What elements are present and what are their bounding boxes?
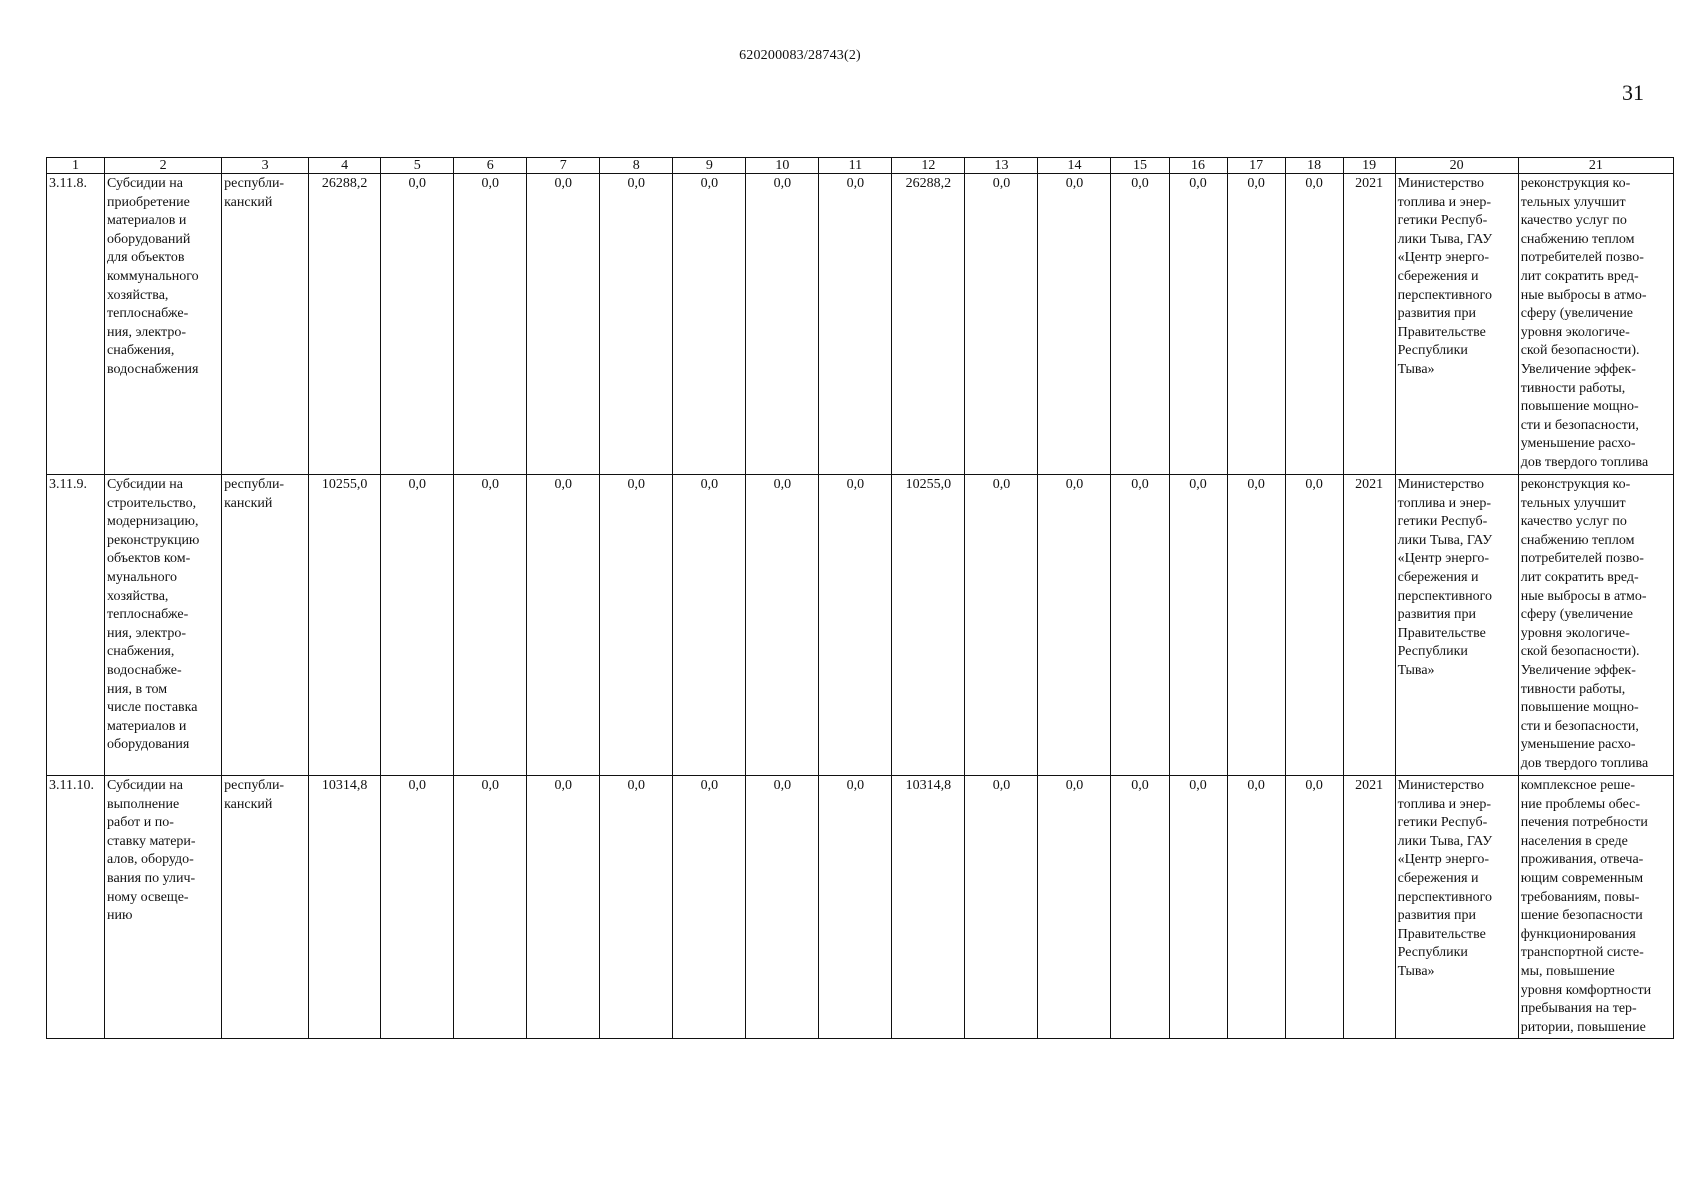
value-cell: 0,0: [965, 776, 1038, 1039]
column-header: 20: [1395, 158, 1518, 174]
page-number: 31: [1622, 80, 1644, 105]
value-cell: 0,0: [1038, 475, 1111, 776]
table-row: [47, 776, 1674, 1039]
value-cell: 0,0: [746, 174, 819, 475]
result-cell: реконструкция ко- тельных улучшит качество услуг по снабжению теплом потребителей позво- лит сократить вред- ные выбросы в атмо- сферу (увеличение уровня экологиче- ской безопасности). Увеличение эффек- тивности работы, повышение мощно- сти и безопасности, уменьшение расхо- дов твердого топлива: [1518, 475, 1673, 776]
column-header: 2: [105, 158, 222, 174]
value-cell: 0,0: [1038, 776, 1111, 1039]
value-cell: 0,0: [819, 475, 892, 776]
year-cell: 2021: [1343, 475, 1395, 776]
value-cell: 0,0: [527, 475, 600, 776]
program-table: [46, 157, 1674, 1039]
value-cell: 0,0: [673, 776, 746, 1039]
value-cell: 0,0: [1111, 174, 1169, 475]
value-cell: 0,0: [1227, 475, 1285, 776]
value-cell: 0,0: [381, 174, 454, 475]
item-code: 3.11.10.: [47, 776, 105, 1039]
value-cell: 0,0: [965, 174, 1038, 475]
column-header: 14: [1038, 158, 1111, 174]
value-cell: 0,0: [673, 475, 746, 776]
value-cell: 0,0: [600, 475, 673, 776]
executor-cell: Министерство топлива и энер- гетики Респуб- лики Тыва, ГАУ «Центр энерго- сбережения и перспективного развития при Правительстве Республики Тыва»: [1395, 776, 1518, 1039]
item-name: Субсидии на приобретение материалов и оборудований для объектов коммунального хозяйства, теплоснабже- ния, электро- снабжения, водоснабжения: [105, 174, 222, 475]
value-cell: 0,0: [1169, 776, 1227, 1039]
value-cell: 0,0: [746, 776, 819, 1039]
value-cell: 0,0: [1111, 475, 1169, 776]
column-header: 19: [1343, 158, 1395, 174]
budget-level: республи- канский: [222, 776, 309, 1039]
value-cell: 26288,2: [309, 174, 381, 475]
column-header: 1: [47, 158, 105, 174]
value-cell: 0,0: [527, 776, 600, 1039]
value-cell: 0,0: [381, 475, 454, 776]
column-number-row: [47, 158, 1674, 174]
year-cell: 2021: [1343, 776, 1395, 1039]
value-cell: 0,0: [527, 174, 600, 475]
value-cell: 0,0: [1169, 475, 1227, 776]
value-cell: 0,0: [1227, 776, 1285, 1039]
value-cell: 10255,0: [892, 475, 965, 776]
column-header: 15: [1111, 158, 1169, 174]
column-header: 4: [309, 158, 381, 174]
item-code: 3.11.9.: [47, 475, 105, 776]
column-header: 17: [1227, 158, 1285, 174]
value-cell: 0,0: [1285, 776, 1343, 1039]
column-header: 13: [965, 158, 1038, 174]
value-cell: 0,0: [600, 174, 673, 475]
column-header: 6: [454, 158, 527, 174]
value-cell: 10314,8: [892, 776, 965, 1039]
budget-level: республи- канский: [222, 475, 309, 776]
executor-cell: Министерство топлива и энер- гетики Респуб- лики Тыва, ГАУ «Центр энерго- сбережения и перспективного развития при Правительстве Республики Тыва»: [1395, 174, 1518, 475]
column-header: 7: [527, 158, 600, 174]
value-cell: 10314,8: [309, 776, 381, 1039]
value-cell: 0,0: [1038, 174, 1111, 475]
value-cell: 0,0: [1285, 475, 1343, 776]
column-header: 21: [1518, 158, 1673, 174]
table-row: [47, 475, 1674, 776]
value-cell: 0,0: [600, 776, 673, 1039]
column-header: 10: [746, 158, 819, 174]
value-cell: 26288,2: [892, 174, 965, 475]
column-header: 5: [381, 158, 454, 174]
result-cell: реконструкция ко- тельных улучшит качество услуг по снабжению теплом потребителей позво- лит сократить вред- ные выбросы в атмо- сферу (увеличение уровня экологиче- ской безопасности). Увеличение эффек- тивности работы, повышение мощно- сти и безопасности, уменьшение расхо- дов твердого топлива: [1518, 174, 1673, 475]
budget-level: республи- канский: [222, 174, 309, 475]
value-cell: 0,0: [965, 475, 1038, 776]
column-header: 11: [819, 158, 892, 174]
year-cell: 2021: [1343, 174, 1395, 475]
result-cell: комплексное реше- ние проблемы обес- печения потребности населения в среде проживания, отвеча- ющим современным требованиям, повы- шение безопасности функционирования транспортной систе- мы, повышение уровня комфортности пребывания на тер- ритории, повышение: [1518, 776, 1673, 1039]
value-cell: 0,0: [819, 776, 892, 1039]
document-id: 620200083/28743(2): [739, 48, 861, 63]
value-cell: 0,0: [1169, 174, 1227, 475]
value-cell: 0,0: [746, 475, 819, 776]
executor-cell: Министерство топлива и энер- гетики Респуб- лики Тыва, ГАУ «Центр энерго- сбережения и перспективного развития при Правительстве Республики Тыва»: [1395, 475, 1518, 776]
value-cell: 0,0: [673, 174, 746, 475]
value-cell: 0,0: [381, 776, 454, 1039]
value-cell: 0,0: [819, 174, 892, 475]
column-header: 3: [222, 158, 309, 174]
value-cell: 0,0: [454, 776, 527, 1039]
item-name: Субсидии на выполнение работ и по- ставку матери- алов, оборудо- вания по улич- ному освеще- нию: [105, 776, 222, 1039]
column-header: 18: [1285, 158, 1343, 174]
value-cell: 0,0: [1227, 174, 1285, 475]
column-header: 16: [1169, 158, 1227, 174]
value-cell: 0,0: [454, 174, 527, 475]
value-cell: 10255,0: [309, 475, 381, 776]
table-row: [47, 174, 1674, 475]
value-cell: 0,0: [1111, 776, 1169, 1039]
value-cell: 0,0: [454, 475, 527, 776]
value-cell: 0,0: [1285, 174, 1343, 475]
column-header: 9: [673, 158, 746, 174]
item-name: Субсидии на строительство, модернизацию, реконструкцию объектов ком- мунального хозяйства, теплоснабже- ния, электро- снабжения, водоснабже- ния, в том числе поставка материалов и оборудования: [105, 475, 222, 776]
item-code: 3.11.8.: [47, 174, 105, 475]
column-header: 8: [600, 158, 673, 174]
column-header: 12: [892, 158, 965, 174]
